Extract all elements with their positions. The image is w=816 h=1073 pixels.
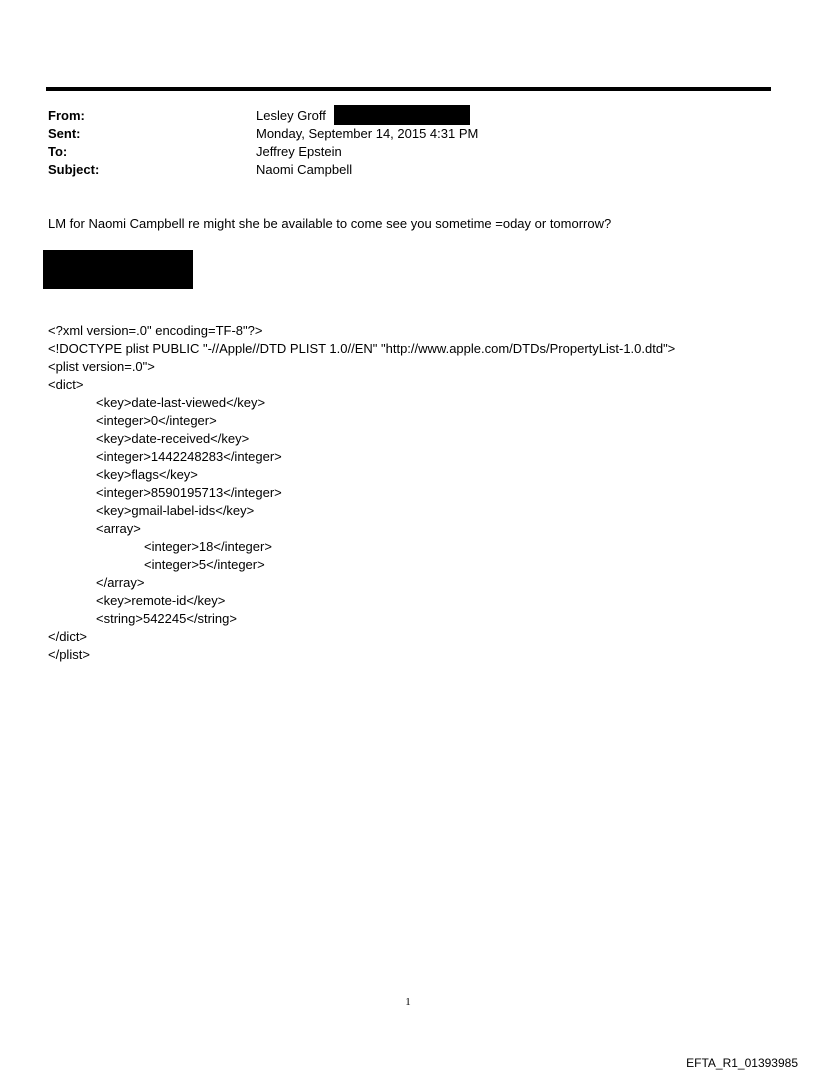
from-name: Lesley Groff — [256, 108, 326, 123]
email-header — [48, 107, 768, 179]
message-body: LM for Naomi Campbell re might she be available to come see you sometime =oday or tomorrow? — [48, 216, 612, 231]
xml-line: </plist> — [48, 647, 90, 662]
page-number: 1 — [405, 996, 411, 1008]
xml-plist-block — [48, 322, 675, 664]
sent-value: Monday, September 14, 2015 4:31 PM — [256, 126, 479, 141]
to-row — [48, 143, 768, 161]
xml-line: <?xml version=.0" encoding=TF-8"?> — [48, 323, 263, 338]
redaction-block — [43, 250, 193, 289]
xml-line: <integer>1442248283</integer> — [96, 449, 282, 464]
sent-row — [48, 125, 768, 143]
xml-line: <integer>0</integer> — [96, 413, 217, 428]
sent-label: Sent: — [48, 126, 81, 141]
from-label: From: — [48, 108, 85, 123]
xml-line: <plist version=.0"> — [48, 359, 155, 374]
xml-line: <integer>8590195713</integer> — [96, 485, 282, 500]
xml-line: <key>remote-id</key> — [96, 593, 226, 608]
xml-line: <key>gmail-label-ids</key> — [96, 503, 255, 518]
xml-line: <array> — [96, 521, 141, 536]
header-rule — [46, 87, 771, 91]
xml-line: <key>date-received</key> — [96, 431, 250, 446]
to-value: Jeffrey Epstein — [256, 144, 342, 159]
from-value — [256, 107, 768, 125]
redaction-bar — [334, 105, 470, 125]
to-label: To: — [48, 144, 68, 159]
xml-line: </dict> — [48, 629, 88, 644]
subject-row — [48, 161, 768, 179]
subject-value: Naomi Campbell — [256, 162, 353, 177]
xml-line: <integer>5</integer> — [144, 557, 265, 572]
subject-label: Subject: — [48, 162, 100, 177]
xml-line: <key>date-last-viewed</key> — [96, 395, 266, 410]
xml-line: <string>542245</string> — [96, 611, 237, 626]
xml-line: <key>flags</key> — [96, 467, 198, 482]
xml-line: <!DOCTYPE plist PUBLIC "-//Apple//DTD PLIST 1.0//EN" "http://www.apple.com/DTDs/PropertyList-1.0.dtd"> — [48, 341, 676, 356]
xml-line: <integer>18</integer> — [144, 539, 272, 554]
from-row — [48, 107, 768, 125]
document-id: EFTA_R1_01393985 — [686, 1056, 798, 1070]
xml-line: </array> — [96, 575, 145, 590]
xml-line: <dict> — [48, 377, 84, 392]
